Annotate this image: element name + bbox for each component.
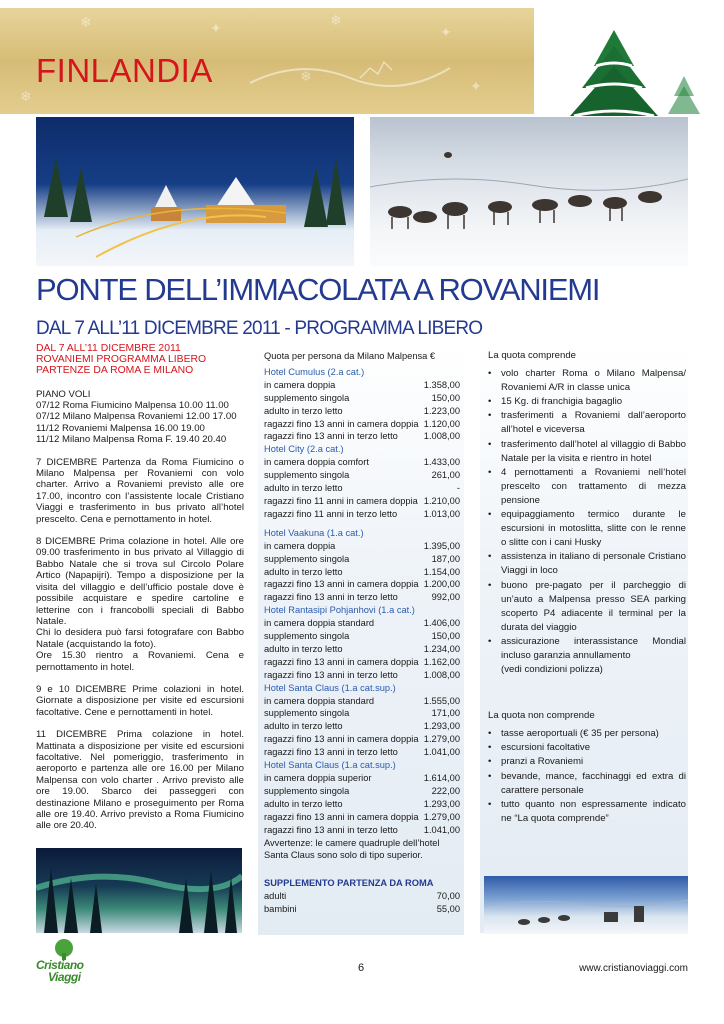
snowflake-icon: ❄ xyxy=(20,88,32,104)
price-row: ragazzi fino 11 anni in terzo letto 1.013,00 xyxy=(264,508,460,519)
price-row: in camera doppia 1.358,00 xyxy=(264,379,460,390)
includes-list xyxy=(488,367,686,663)
price-row: adulto in terzo letto 1.293,00 xyxy=(264,721,460,732)
excludes-list xyxy=(488,727,686,826)
price-row: ragazzi fino 13 anni in terzo letto 992,00 xyxy=(264,592,460,603)
list-item: • 15 Kg. di franchigia bagaglio xyxy=(488,395,686,409)
list-item: • tasse aeroportuali (€ 35 per persona) xyxy=(488,727,686,741)
snowflake-icon: ❄ xyxy=(80,14,92,30)
price-row: adulto in terzo letto 1.234,00 xyxy=(264,643,460,654)
list-item: • equipaggiamento termico durante le escursioni in motoslitta, slitte con le renne o slitte con i cani Husky xyxy=(488,508,686,550)
price-row: supplemento singola 171,00 xyxy=(264,708,460,719)
header-banner xyxy=(0,8,534,114)
flight-row: 11/12 Rovaniemi Malpensa 16.00 19.00 xyxy=(36,422,205,434)
price-row: in camera doppia comfort 1.433,00 xyxy=(264,457,460,468)
list-item: • trasferimenti a Rovaniemi dall’aeroporto all’hotel e viceversa xyxy=(488,409,686,437)
price-row: in camera doppia 1.395,00 xyxy=(264,540,460,551)
policy-note: (vedi condizioni polizza) xyxy=(501,664,603,676)
rome-supplement-heading: SUPPLEMENTO PARTENZA DA ROMA xyxy=(264,878,434,889)
price-row: in camera doppia standard 1.406,00 xyxy=(264,618,460,629)
flights-heading: PIANO VOLI xyxy=(36,388,91,400)
hotel-name: Hotel Vaakuna (1.a cat.) xyxy=(264,527,364,538)
snowflake-icon: ❄ xyxy=(300,68,312,84)
day-2-return-text: Ore 15.30 rientro a Rovaniemi. Cena e pernottamento in hotel. xyxy=(36,650,244,673)
flight-row: 07/12 Milano Malpensa Rovaniemi 12.00 17.00 xyxy=(36,411,237,423)
hotel-name: Hotel City (2.a cat.) xyxy=(264,444,344,455)
cristiano-viaggi-logo: Cristiano Viaggi xyxy=(34,938,94,994)
price-row: adulto in terzo letto 1.154,00 xyxy=(264,566,460,577)
snowflake-icon: ❄ xyxy=(330,12,342,28)
page-title: FINLANDIA xyxy=(36,52,213,89)
includes-column xyxy=(488,349,686,826)
day-3-text: 9 e 10 DICEMBRE Prime colazioni in hotel. Giornate a disposizione per visite ed escursioni facoltative. Cene e pernottamenti in hotel. xyxy=(36,683,244,718)
list-item: • 4 pernottamenti a Rovaniemi nell’hotel prescelto con trattamento di mezza pensione xyxy=(488,466,686,508)
price-row: ragazzi fino 13 anni in camera doppia 1.120,00 xyxy=(264,418,460,429)
aurora-forest-photo xyxy=(36,848,242,933)
excludes-heading: La quota non comprende xyxy=(488,710,595,722)
sleigh-decoration-icon xyxy=(240,38,460,98)
includes-heading: La quota comprende xyxy=(488,350,577,361)
price-row: ragazzi fino 13 anni in terzo letto 1.041,00 xyxy=(264,824,460,835)
price-row: ragazzi fino 13 anni in camera doppia 1.279,00 xyxy=(264,811,460,822)
list-item: • escursioni facoltative xyxy=(488,741,686,755)
price-row: adulti 70,00 xyxy=(264,891,460,902)
list-item: • bevande, mance, facchinaggi ed extra di carattere personale xyxy=(488,770,686,798)
price-row: ragazzi fino 13 anni in terzo letto 1.008,00 xyxy=(264,431,460,442)
hotel-name: Hotel Santa Claus (1.a cat.sup.) xyxy=(264,760,396,771)
snowflake-icon: ✦ xyxy=(440,24,452,40)
price-row: in camera doppia standard 1.555,00 xyxy=(264,695,460,706)
price-row: supplemento singola 222,00 xyxy=(264,785,460,796)
dog-sled-photo xyxy=(484,876,688,934)
list-item: • pranzi a Rovaniemi xyxy=(488,755,686,769)
list-item: • assicurazione interassistance Mondial incluso garanzia annullamento xyxy=(488,635,686,663)
hotel-name: Hotel Cumulus (2.a cat.) xyxy=(264,366,365,377)
snowflake-icon: ✦ xyxy=(210,20,222,36)
snowflake-icon: ✦ xyxy=(470,78,482,94)
list-item: • tutto quanto non espressamente indicato ne “La quota comprende” xyxy=(488,798,686,826)
page-number: 6 xyxy=(358,962,365,974)
price-row: ragazzi fino 13 anni in camera doppia 1.279,00 xyxy=(264,734,460,745)
christmas-tree-image xyxy=(534,26,724,120)
reindeer-photo xyxy=(370,117,688,266)
price-row: adulto in terzo letto - xyxy=(264,483,460,494)
santa-village-photo xyxy=(36,117,354,266)
price-row: ragazzi fino 13 anni in terzo letto 1.008,00 xyxy=(264,669,460,680)
website-link[interactable]: www.cristianoviaggi.com xyxy=(579,963,688,974)
main-heading: PONTE DELL’IMMACOLATA A ROVANIEMI xyxy=(36,272,600,307)
price-row: supplemento singola 150,00 xyxy=(264,631,460,642)
price-row: adulto in terzo letto 1.223,00 xyxy=(264,405,460,416)
day-1-text: 7 DICEMBRE Partenza da Roma Fiumicino o Milano Malpensa per Rovaniemi con volo charter. Arrivo a Rovaniemi previsto alle ore 17.00, incontro con l’assistente locale Cristiano Viaggi e trasferimento in bus privato all’hotel prescelto. Cena e pernottamento in hotel. xyxy=(36,456,244,525)
price-row: adulto in terzo letto 1.293,00 xyxy=(264,798,460,809)
list-item: • trasferimento dall’hotel al villaggio di Babbo Natale per la visita e rientro in hotel xyxy=(488,438,686,466)
hotel-name: Hotel Rantasipi Pohjanhovi (1.a cat.) xyxy=(264,605,415,616)
price-row: ragazzi fino 11 anni in camera doppia 1.210,00 xyxy=(264,495,460,506)
price-row: ragazzi fino 13 anni in camera doppia 1.200,00 xyxy=(264,579,460,590)
price-list xyxy=(264,350,460,916)
tree-logo-icon xyxy=(52,938,76,960)
warning-note: Avvertenze: le camere quadruple dell’hotel Santa Claus sono solo di tipo superior. xyxy=(264,837,440,861)
day-2-photo-text: Chi lo desidera può farsi fotografare con Babbo Natale (acquistando la foto). xyxy=(36,627,244,650)
list-item: • volo charter Roma o Milano Malpensa/ Rovaniemi A/R in classe unica xyxy=(488,367,686,395)
program-column xyxy=(36,343,244,832)
list-item: • assistenza in italiano di personale Cristiano Viaggi in loco xyxy=(488,550,686,578)
price-row: ragazzi fino 13 anni in terzo letto 1.041,00 xyxy=(264,747,460,758)
day-4-text: 11 DICEMBRE Prima colazione in hotel. Mattinata a disposizione per visite ed escursioni facoltative. Nel pomeriggio, trasferimento in aeroporto e partenza alle ore 16.00 per Milano Malpensa con volo charter . Arrivo previsto alle ore 19.00. Sbarco dei passeggeri con destinazione Milano e proseguimento per Roma alle ore 19.40. Arrivo previsto a Roma Fiumicino alle ore 20.40. xyxy=(36,729,244,832)
program-red-line: DAL 7 ALL’11 DICEMBRE 2011 xyxy=(36,343,181,354)
price-row: supplemento singola 261,00 xyxy=(264,470,460,481)
flight-row: 07/12 Roma Fiumicino Malpensa 10.00 11.00 xyxy=(36,400,229,412)
day-2-text: 8 DICEMBRE Prima colazione in hotel. Alle ore 09.00 trasferimento in bus privato al Villaggio di Babbo Natale che si trova sul Circolo Polare Artico (Napapijri). Tempo a disposizione per la visita del villaggio e dell’ufficio postale dove è possibile acquistare e spedire cartoline e letterine con i francobolli speciali di Babbo Natale. xyxy=(36,536,244,627)
flight-row: 11/12 Milano Malpensa Roma F. 19.40 20.40 xyxy=(36,434,227,446)
list-item: • buono pre-pagato per il parcheggio di un’auto a Malpensa presso SEA parking scoperto P4 adiacente il terminal per la durata del viaggio xyxy=(488,579,686,635)
hotel-name: Hotel Santa Claus (1.a cat.sup.) xyxy=(264,682,396,693)
price-row: ragazzi fino 13 anni in camera doppia 1.162,00 xyxy=(264,656,460,667)
program-red-line: ROVANIEMI PROGRAMMA LIBERO xyxy=(36,354,207,366)
price-row: supplemento singola 150,00 xyxy=(264,392,460,403)
price-row: supplemento singola 187,00 xyxy=(264,553,460,564)
price-heading: Quota per persona da Milano Malpensa € xyxy=(264,351,436,361)
price-row: in camera doppia superior 1.614,00 xyxy=(264,773,460,783)
program-red-line: PARTENZE DA ROMA E MILANO xyxy=(36,365,194,377)
sub-heading: DAL 7 ALL’11 DICEMBRE 2011 - PROGRAMMA LIBERO xyxy=(36,318,483,339)
price-row: bambini 55,00 xyxy=(264,904,460,915)
